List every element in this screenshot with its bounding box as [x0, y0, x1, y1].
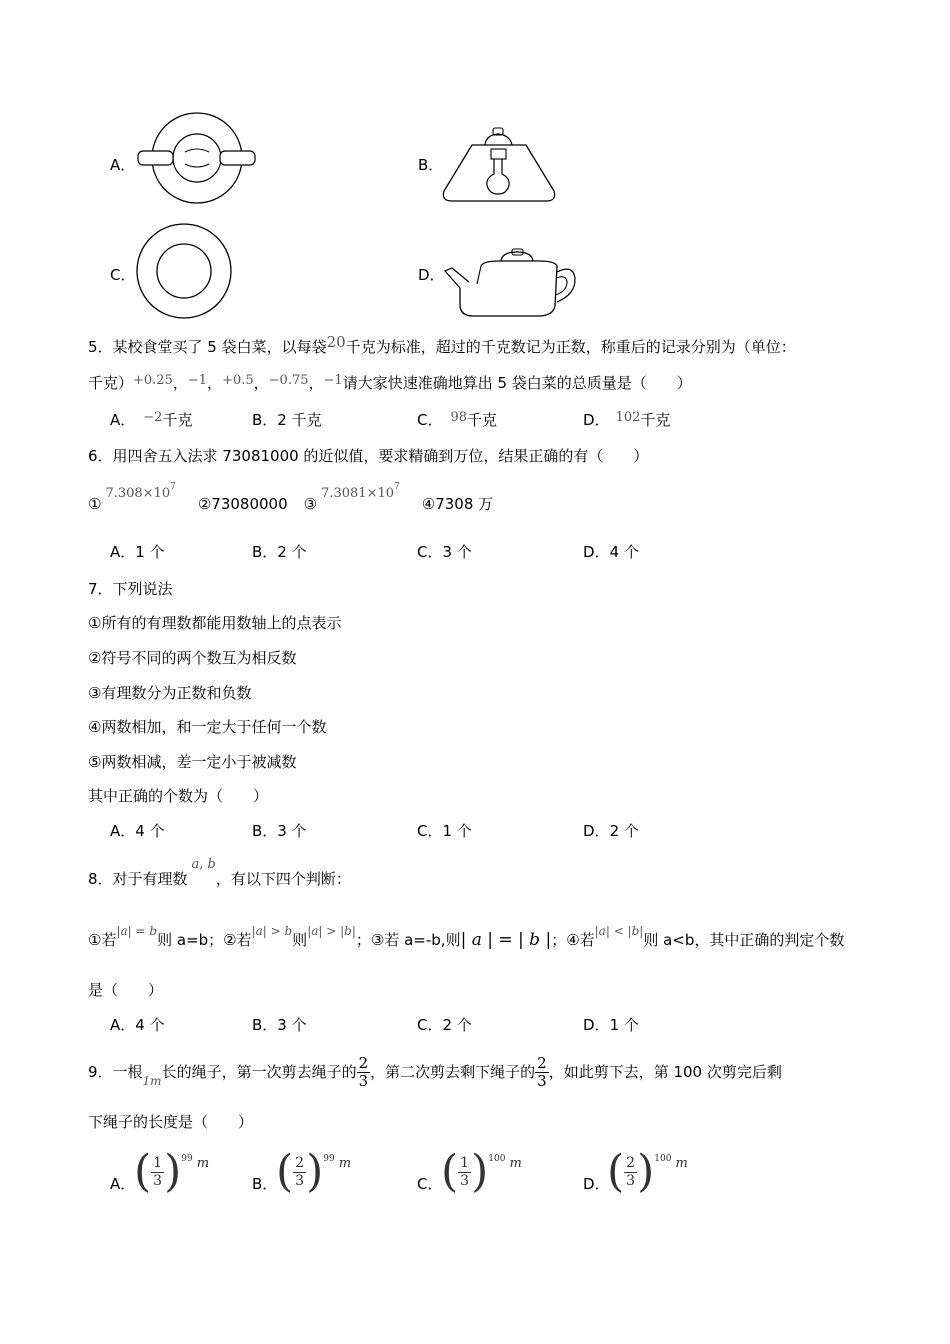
q7-option-a[interactable]: [110, 821, 165, 841]
q4-option-a-figure: [138, 113, 258, 205]
q5-option-a-math: −2: [143, 410, 163, 425]
q8-judgement-1-condition: |a| = b: [116, 924, 158, 938]
q6-choice-1-math: [105, 482, 176, 501]
q9-fraction-1-numerator: 2: [358, 1054, 369, 1072]
q6-choice-3-marker: ③: [303, 495, 318, 513]
q5-option-a-letter: A．: [110, 411, 136, 429]
q8-judgements: [88, 924, 845, 951]
q9-option-b-exponent: 99: [323, 1153, 335, 1164]
q4-option-d-figure: [443, 248, 578, 320]
q6-choice-1-marker: ①: [88, 495, 102, 513]
q5-stem-text-c: 千克）: [88, 374, 134, 392]
q8-option-a-letter: A．: [110, 1016, 136, 1034]
q9-rope-length: 1m: [142, 1074, 162, 1088]
q5-option-b-text: 2 千克: [277, 411, 322, 429]
q9-stem-line2: 下绳子的长度是（ ）: [88, 1113, 254, 1131]
q9-option-d-right-paren: ): [637, 1146, 655, 1197]
q5-option-b[interactable]: [252, 410, 322, 430]
q5-separator: ，: [308, 374, 324, 392]
q6-option-b-text: 2 个: [277, 543, 307, 561]
q7-statement-5: ⑤两数相减，差一定小于被减数: [88, 753, 297, 771]
q9-option-a-right-paren: ): [164, 1146, 182, 1197]
q9-option-b-fraction: [293, 1155, 306, 1190]
q9-option-a-unit: m: [196, 1155, 210, 1171]
q9-option-c-denominator: 3: [460, 1172, 470, 1189]
q9-option-a-exponent: 99: [181, 1153, 193, 1164]
q8-judgement-4-prefix: ；④若: [551, 931, 595, 949]
q9-option-c-numerator: 1: [460, 1154, 470, 1171]
q9-option-b-unit: m: [338, 1155, 352, 1171]
q8-stem-text-b: ，有以下四个判断：: [215, 870, 351, 888]
q9-fraction-2-denominator: 3: [537, 1072, 547, 1090]
q8-option-c[interactable]: [417, 1015, 472, 1035]
q6-option-c[interactable]: [417, 542, 472, 562]
q9-option-d-exponent: 100: [654, 1153, 672, 1164]
q9-option-d-letter[interactable]: D．: [583, 1175, 610, 1193]
q8-stem: [88, 857, 351, 891]
q5-option-c-text: 千克: [467, 411, 498, 429]
q9-fraction-1: [357, 1055, 371, 1090]
q9-option-c-right-paren: ): [471, 1146, 489, 1197]
q9-option-b-denominator: 3: [295, 1172, 305, 1189]
q7-option-a-letter: A．: [110, 822, 136, 840]
q6-option-d-text: 4 个: [609, 543, 639, 561]
q8-judgement-3-result: | a | = | b |: [460, 930, 552, 950]
q8-judgement-4-condition: |a| < |b|: [594, 924, 644, 938]
q9-option-a-left-paren: (: [134, 1146, 152, 1197]
q6-choice-2: ②73080000: [197, 495, 288, 513]
q9-option-d-left-paren: (: [607, 1146, 625, 1197]
q5-record-3: +0.5: [222, 373, 254, 388]
q7-option-d[interactable]: [583, 821, 639, 841]
q5-option-c-letter: C．: [417, 411, 443, 429]
q6-option-b[interactable]: [252, 542, 307, 562]
q5-stem-text-b: 千克为标准，超过的千克数记为正数，称重后的记录分别为（单位：: [345, 338, 796, 356]
q7-option-b-letter: B．: [252, 822, 278, 840]
q7-option-a-text: 4 个: [135, 822, 165, 840]
q6-option-a[interactable]: [110, 542, 165, 562]
q9-option-b-left-paren: (: [276, 1146, 294, 1197]
q6-choice-4: ④7308 万: [421, 495, 494, 513]
q4-option-d-letter[interactable]: D．: [418, 266, 445, 284]
q5-record-2: −1: [187, 373, 208, 388]
q9-option-d-unit: m: [675, 1155, 688, 1171]
q7-question: 其中正确的个数为（ ）: [88, 787, 269, 805]
q8-option-a[interactable]: [110, 1015, 165, 1035]
q5-stem-text-a: 5．某校食堂买了 5 袋白菜，以每袋: [88, 338, 327, 356]
q4-option-a-letter[interactable]: A．: [110, 156, 136, 174]
q5-standard-weight: 20: [326, 333, 346, 351]
q5-option-c-math: 98: [450, 410, 468, 425]
q9-option-a-expression[interactable]: [134, 1146, 210, 1197]
q9-option-d-expression[interactable]: [607, 1146, 688, 1197]
q8-judgement-1-text: 则 a=b；②若: [157, 931, 252, 949]
q6-choice-1-exponent: 7: [170, 482, 176, 492]
q9-option-a-denominator: 3: [153, 1172, 163, 1189]
q9-stem-text-c: ，第二次剪去剩下绳子的: [370, 1063, 536, 1081]
q7-option-c-text: 1 个: [442, 822, 472, 840]
q5-option-c[interactable]: [417, 410, 497, 432]
q9-fraction-2-numerator: 2: [537, 1054, 547, 1072]
q9-option-c-fraction: [458, 1155, 471, 1190]
q8-variables: a, b: [191, 857, 216, 872]
q8-option-c-text: 2 个: [442, 1016, 472, 1034]
q6-stem: 6．用四舍五入法求 73081000 的近似值，要求精确到万位，结果正确的有（ ）: [88, 447, 649, 465]
q6-option-c-text: 3 个: [442, 543, 472, 561]
q6-choice-3-mantissa: 7.3081×10: [321, 486, 395, 501]
q4-option-c-figure: [134, 223, 236, 317]
q7-stem: 7．下列说法: [88, 580, 173, 598]
q5-record-1: +0.25: [133, 373, 173, 388]
q4-option-c-letter[interactable]: C．: [110, 266, 136, 284]
q6-choice-3-exponent: 7: [394, 482, 400, 492]
q9-option-b-right-paren: ): [306, 1146, 324, 1197]
q8-judgement-4-text: 则 a<b，其中正确的判定个数: [643, 931, 845, 949]
q8-stem-text-a: 8．对于有理数: [88, 870, 188, 888]
q9-option-d-fraction: [624, 1155, 637, 1190]
q8-judgement-1-prefix: ①若: [88, 931, 117, 949]
q7-option-b[interactable]: [252, 821, 307, 841]
q7-statement-3: ③有理数分为正数和负数: [88, 684, 252, 702]
q6-option-d-letter: D．: [583, 543, 610, 561]
q6-choice-1-mantissa: 7.308×10: [105, 486, 171, 501]
q9-fraction-2: [535, 1055, 549, 1090]
q5-separator: ，: [253, 374, 269, 392]
q5-option-b-letter: B．: [252, 411, 278, 429]
q7-option-c-letter: C．: [417, 822, 443, 840]
q6-option-c-letter: C．: [417, 543, 443, 561]
q9-stem-text-a: 9．一根: [88, 1063, 143, 1081]
q9-option-c-letter[interactable]: C．: [417, 1175, 443, 1193]
q9-option-d-denominator: 3: [626, 1172, 636, 1189]
q7-statement-2: ②符号不同的两个数互为相反数: [88, 649, 297, 667]
q5-stem-text-d: 请大家快速准确地算出 5 袋白菜的总质量是（ ）: [342, 374, 692, 392]
q8-judgement-3-text: ；③若 a=-b,则: [355, 931, 461, 949]
q8-option-d[interactable]: [583, 1015, 639, 1035]
q7-option-c[interactable]: [417, 821, 472, 841]
q6-option-b-letter: B．: [252, 543, 278, 561]
q8-option-d-letter: D．: [583, 1016, 610, 1034]
q5-record-5: −1: [323, 373, 343, 388]
q5-option-a[interactable]: [110, 410, 192, 432]
q9-option-a-letter[interactable]: A．: [110, 1175, 136, 1193]
q9-option-d-numerator: 2: [626, 1154, 636, 1171]
q9-option-c-exponent: 100: [488, 1153, 506, 1164]
q5-stem-line1: [88, 333, 796, 357]
q9-stem-line1: [88, 1052, 782, 1093]
q5-option-d-math: 102: [615, 410, 641, 425]
q5-separator: ，: [207, 374, 223, 392]
q9-option-b-numerator: 2: [295, 1154, 305, 1171]
q9-option-c-expression[interactable]: [441, 1146, 522, 1197]
q9-option-c-left-paren: (: [441, 1146, 459, 1197]
q4-option-b-letter[interactable]: B．: [418, 156, 444, 174]
q8-judgement-2-result: |a| > |b|: [307, 924, 356, 938]
q7-option-b-text: 3 个: [277, 822, 307, 840]
q9-option-a-numerator: 1: [153, 1154, 163, 1171]
q5-separator: ，: [172, 374, 188, 392]
q8-option-a-text: 4 个: [135, 1016, 165, 1034]
q6-option-d[interactable]: [583, 542, 639, 562]
q6-option-a-letter: A．: [110, 543, 136, 561]
q5-stem-line2: [88, 373, 692, 395]
q5-option-d-text: 千克: [640, 411, 671, 429]
q5-option-d[interactable]: [583, 410, 670, 432]
q7-option-d-letter: D．: [583, 822, 610, 840]
q8-judgement-2-text: 则: [292, 931, 308, 949]
q6-option-a-text: 1 个: [135, 543, 165, 561]
q8-option-d-text: 1 个: [609, 1016, 639, 1034]
q8-option-c-letter: C．: [417, 1016, 443, 1034]
q8-option-b[interactable]: [252, 1015, 307, 1035]
q9-option-b-expression[interactable]: [276, 1146, 352, 1197]
q9-option-c-unit: m: [509, 1155, 522, 1171]
q9-option-a-fraction: [151, 1155, 164, 1190]
q7-option-d-text: 2 个: [609, 822, 639, 840]
q8-option-b-text: 3 个: [277, 1016, 307, 1034]
q9-fraction-1-denominator: 3: [358, 1072, 369, 1090]
q5-option-d-letter: D．: [583, 411, 610, 429]
q7-statement-1: ①所有的有理数都能用数轴上的点表示: [88, 614, 342, 632]
q8-judgement-2-condition: |a| > b: [251, 924, 293, 938]
q5-record-4: −0.75: [268, 373, 309, 388]
q9-option-b-letter[interactable]: B．: [252, 1175, 278, 1193]
q4-option-b-figure: [440, 127, 558, 205]
q7-statement-4: ④两数相加，和一定大于任何一个数: [88, 718, 327, 736]
q5-option-a-text: 千克: [162, 411, 193, 429]
q8-stem-tail: 是（ ）: [88, 981, 164, 999]
q9-stem-text-d: ，如此剪下去，第 100 次剪完后剩: [548, 1063, 782, 1081]
q6-choice-3-math: [321, 482, 400, 501]
q8-option-b-letter: B．: [252, 1016, 278, 1034]
q9-stem-text-b: 长的绳子，第一次剪去绳子的: [161, 1063, 357, 1081]
